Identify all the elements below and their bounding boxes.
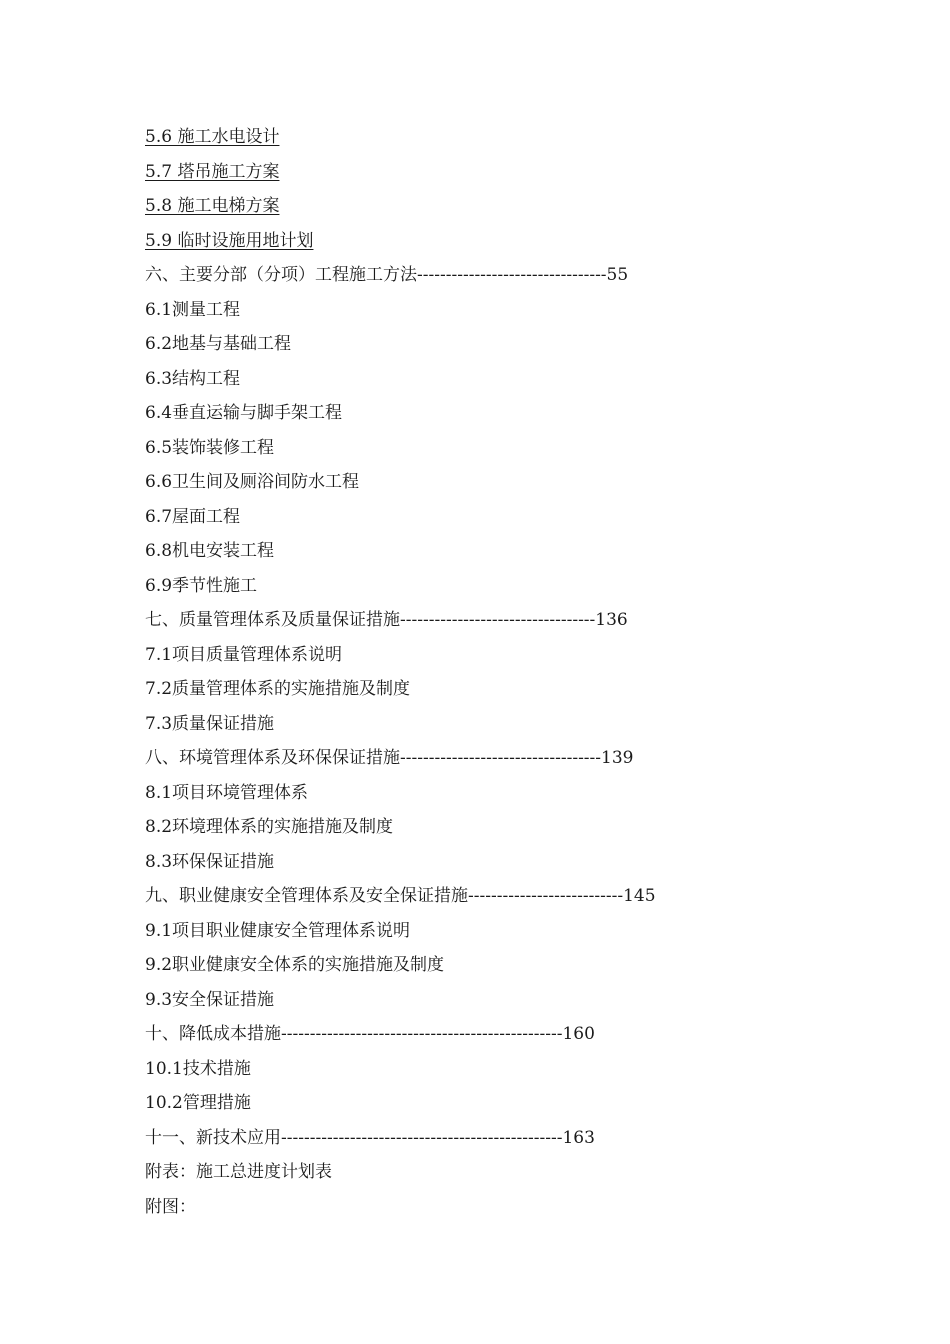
toc-appendix-table: 附表：施工总进度计划表 <box>145 1162 332 1182</box>
toc-entry-7-2: 7.2质量管理体系的实施措施及制度 <box>145 679 411 699</box>
toc-chapter-8: 八、环境管理体系及环保保证措施-----------------------------------139 <box>145 748 634 768</box>
toc-entry-10-1: 10.1技术措施 <box>145 1058 251 1079</box>
toc-entry-7-3: 7.3质量保证措施 <box>145 713 275 734</box>
toc-chapter-7: 七、质量管理体系及质量保证措施----------------------------------136 <box>145 610 628 630</box>
toc-entry-10-2: 10.2管理措施 <box>145 1093 251 1113</box>
toc-entry-5-9[interactable]: 5.9 临时设施用地计划 <box>145 230 314 251</box>
toc-entry-6-6: 6.6卫生间及厕浴间防水工程 <box>145 472 360 492</box>
toc-entry-5-6[interactable]: 5.6 施工水电设计 <box>145 127 280 147</box>
toc-entry-6-3: 6.3结构工程 <box>145 368 241 389</box>
toc-entry-6-2: 6.2地基与基础工程 <box>145 334 292 354</box>
toc-entry-9-3: 9.3安全保证措施 <box>145 989 275 1010</box>
toc-entry-8-1: 8.1项目环境管理体系 <box>145 782 309 803</box>
toc-entry-6-5: 6.5装饰装修工程 <box>145 437 275 458</box>
toc-chapter-10: 十、降低成本措施-------------------------------------------------160 <box>145 1024 595 1044</box>
toc-entry-7-1: 7.1项目质量管理体系说明 <box>145 644 343 665</box>
toc-entry-6-4: 6.4垂直运输与脚手架工程 <box>145 403 343 423</box>
toc-entry-9-2: 9.2职业健康安全体系的实施措施及制度 <box>145 955 445 975</box>
toc-entry-8-3: 8.3环保保证措施 <box>145 851 275 872</box>
toc-entry-6-1: 6.1测量工程 <box>145 299 241 320</box>
toc-entry-9-1: 9.1项目职业健康安全管理体系说明 <box>145 920 411 941</box>
toc-entry-5-8[interactable]: 5.8 施工电梯方案 <box>145 196 280 216</box>
toc-chapter-9: 九、职业健康安全管理体系及安全保证措施---------------------------145 <box>145 886 656 906</box>
toc-entry-8-2: 8.2环境理体系的实施措施及制度 <box>145 817 394 837</box>
toc-entry-6-8: 6.8机电安装工程 <box>145 541 275 561</box>
toc-chapter-6: 六、主要分部（分项）工程施工方法---------------------------------55 <box>145 265 629 285</box>
toc-appendix-figure: 附图： <box>145 1196 196 1217</box>
toc-entry-6-9: 6.9季节性施工 <box>145 575 258 596</box>
toc-chapter-11: 十一、新技术应用-------------------------------------------------163 <box>145 1127 595 1148</box>
table-of-contents <box>145 120 845 1224</box>
toc-entry-5-7[interactable]: 5.7 塔吊施工方案 <box>145 161 280 182</box>
toc-entry-6-7: 6.7屋面工程 <box>145 506 241 527</box>
